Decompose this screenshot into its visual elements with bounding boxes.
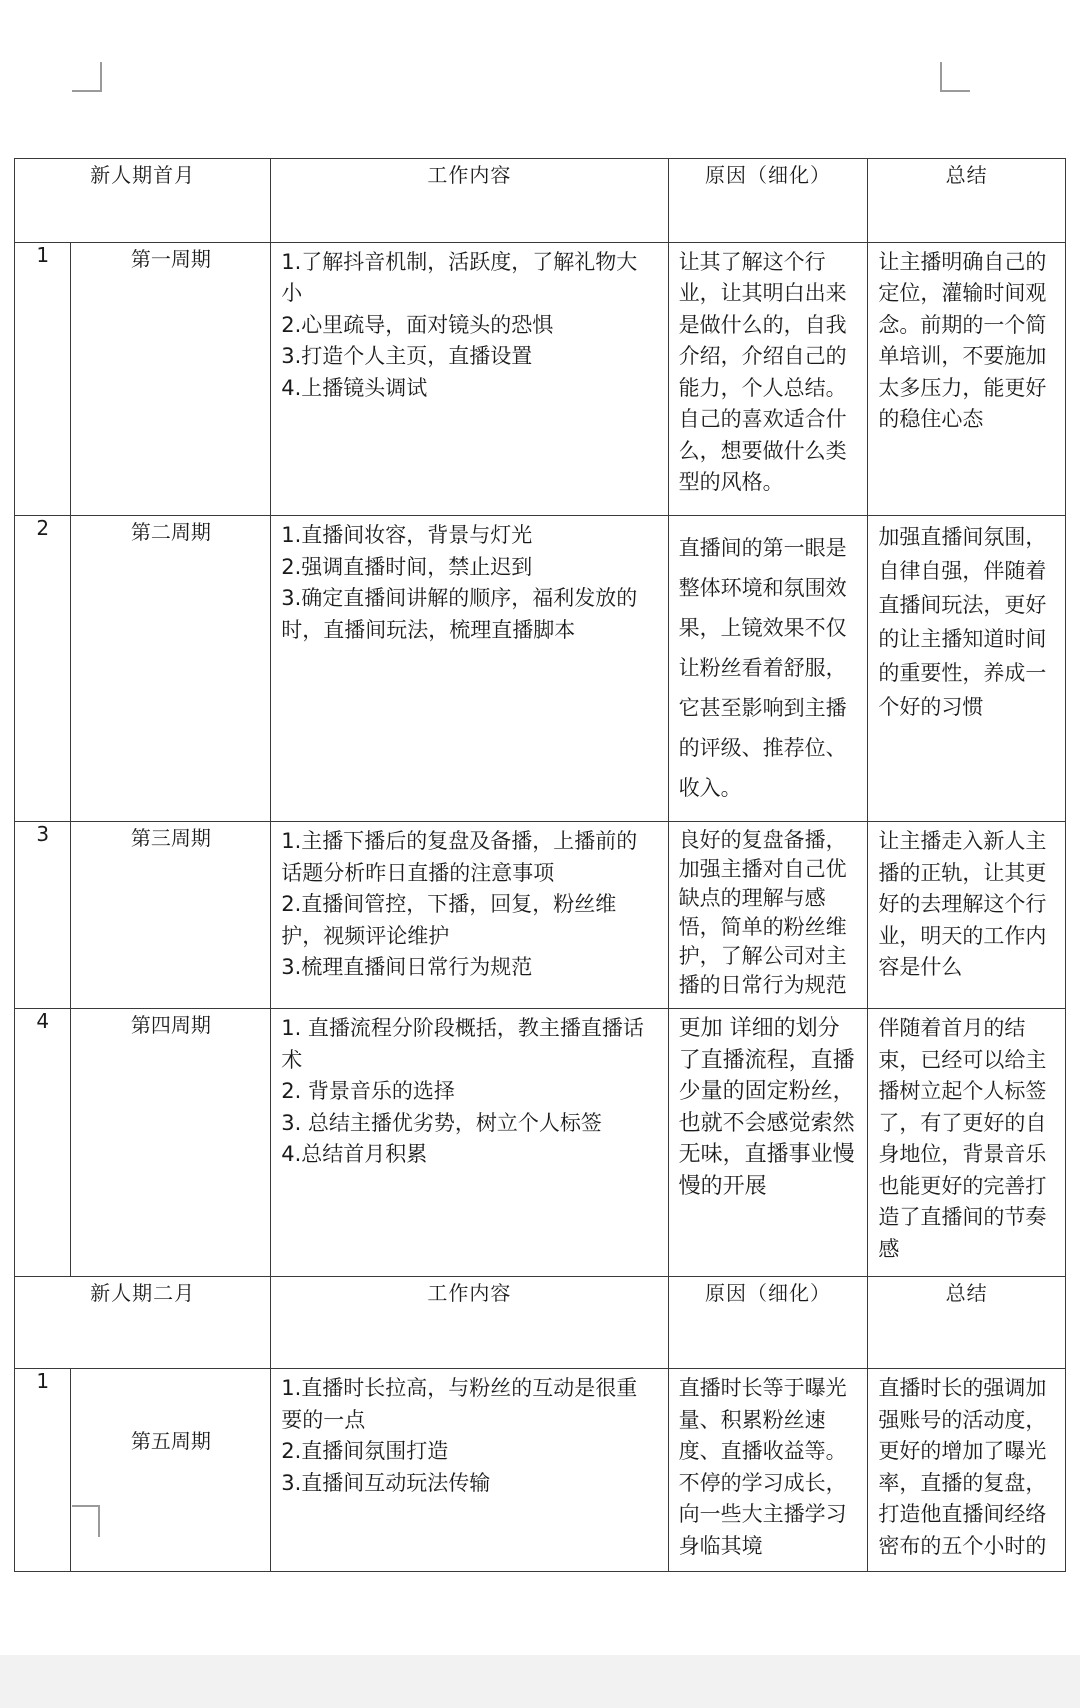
table-row (15, 1009, 1066, 1277)
header-content: 工作内容 (271, 159, 668, 243)
header-reason: 原因（细化） (668, 159, 868, 243)
row-number: 1 (15, 1369, 71, 1572)
header-summary: 总结 (868, 1277, 1066, 1369)
content-line: 3.直播间互动玩法传输 (281, 1470, 491, 1495)
week-label: 第五周期 (71, 1369, 271, 1572)
header-row-month-1 (15, 159, 1066, 243)
summary-cell (868, 1369, 1066, 1572)
content-line: 2.直播间管控，下播，回复，粉丝维护，视频评论维护 (281, 892, 617, 948)
content-line: 2. 背景音乐的选择 (281, 1079, 455, 1104)
reason-text: 直播时长等于曝光量、积累粉丝速度、直播收益等。不停的学习成长，向一些大主播学习身临其境 (678, 1376, 847, 1558)
content-line: 2.强调直播时间，禁止迟到 (281, 554, 533, 579)
content-line: 4.上播镜头调试 (281, 375, 428, 400)
row-number: 3 (15, 822, 71, 1009)
page-corner-mark-bottom-left (72, 1505, 100, 1537)
table-row (15, 1369, 1066, 1572)
reason-text: 让其了解这个行业，让其明白出来是做什么的，自我介绍，介绍自己的能力，个人总结。自己的喜欢适合什么，想要做什么类型的风格。 (678, 249, 847, 495)
summary-cell (868, 1009, 1066, 1277)
week-label: 第四周期 (71, 1009, 271, 1277)
table-row (15, 242, 1066, 516)
summary-text: 直播时长的强调加强账号的活动度，更好的增加了曝光率，直播的复盘，打造他直播间经络密布的五个小时的 (878, 1376, 1047, 1558)
page-corner-mark-top-right (940, 62, 970, 92)
row-number: 2 (15, 516, 71, 822)
row-number: 4 (15, 1009, 71, 1277)
reason-cell (668, 1369, 868, 1572)
page-corner-mark-top-left (72, 62, 102, 92)
content-cell (271, 1369, 668, 1572)
header-period: 新人期二月 (15, 1277, 271, 1369)
week-label: 第三周期 (71, 822, 271, 1009)
week-label: 第二周期 (71, 516, 271, 822)
content-line: 1.了解抖音机制，活跃度，了解礼物大小 (281, 249, 638, 306)
table-row (15, 822, 1066, 1009)
content-line: 3.打造个人主页，直播设置 (281, 344, 533, 369)
reason-text: 直播间的第一眼是整体环境和氛围效果，上镜效果不仅让粉丝看着舒服，它甚至影响到主播的评级、推荐位、收入。 (678, 536, 847, 801)
reason-text: 良好的复盘备播，加强主播对自己优缺点的理解与感悟，简单的粉丝维护，了解公司对主播的日常行为规范 (678, 828, 847, 998)
summary-cell (868, 516, 1066, 822)
reason-cell (668, 516, 868, 822)
reason-cell (668, 1009, 868, 1277)
reason-cell (668, 242, 868, 516)
header-period: 新人期首月 (15, 159, 271, 243)
reason-text: 更加 详细的划分了直播流程，直播少量的固定粉丝，也就不会感觉索然无味，直播事业慢慢的开展 (678, 1016, 855, 1199)
reason-cell (668, 822, 868, 1009)
week-label: 第一周期 (71, 242, 271, 516)
header-summary: 总结 (868, 159, 1066, 243)
summary-cell (868, 822, 1066, 1009)
row-number: 1 (15, 242, 71, 516)
summary-text: 让主播明确自己的定位，灌输时间观念。前期的一个简单培训，不要施加太多压力，能更好的稳住心态 (878, 249, 1047, 432)
content-line: 4.总结首月积累 (281, 1142, 428, 1167)
content-line: 2.直播间氛围打造 (281, 1439, 449, 1464)
content-line: 1.主播下播后的复盘及备播，上播前的话题分析昨日直播的注意事项 (281, 829, 638, 885)
summary-text: 伴随着首月的结束，已经可以给主播树立起个人标签了，有了更好的自身地位，背景音乐也能更好的完善打造了直播间的节奏感 (878, 1016, 1047, 1261)
content-cell (271, 822, 668, 1009)
table-row (15, 516, 1066, 822)
summary-text: 加强直播间氛围，自律自强，伴随着直播间玩法，更好的让主播知道时间的重要性，养成一个好的习惯 (878, 525, 1047, 720)
plan-table (14, 158, 1066, 1572)
summary-text: 让主播走入新人主播的正轨，让其更好的去理解这个行业，明天的工作内容是什么 (878, 829, 1047, 980)
content-cell (271, 242, 668, 516)
content-line: 3.确定直播间讲解的顺序，福利发放的时，直播间玩法，梳理直播脚本 (281, 586, 638, 642)
content-cell (271, 516, 668, 822)
header-reason: 原因（细化） (668, 1277, 868, 1369)
content-line: 3.梳理直播间日常行为规范 (281, 955, 533, 980)
content-line: 1.直播时长拉高，与粉丝的互动是很重要的一点 (281, 1376, 638, 1432)
page-gap (0, 1655, 1080, 1708)
content-line: 2.心里疏导，面对镜头的恐惧 (281, 312, 554, 337)
content-line: 3. 总结主播优劣势，树立个人标签 (281, 1110, 602, 1135)
content-line: 1. 直播流程分阶段概括，教主播直播话术 (281, 1016, 644, 1072)
content-line: 1.直播间妆容，背景与灯光 (281, 523, 533, 548)
header-content: 工作内容 (271, 1277, 668, 1369)
summary-cell (868, 242, 1066, 516)
header-row-month-2 (15, 1277, 1066, 1369)
content-cell (271, 1009, 668, 1277)
